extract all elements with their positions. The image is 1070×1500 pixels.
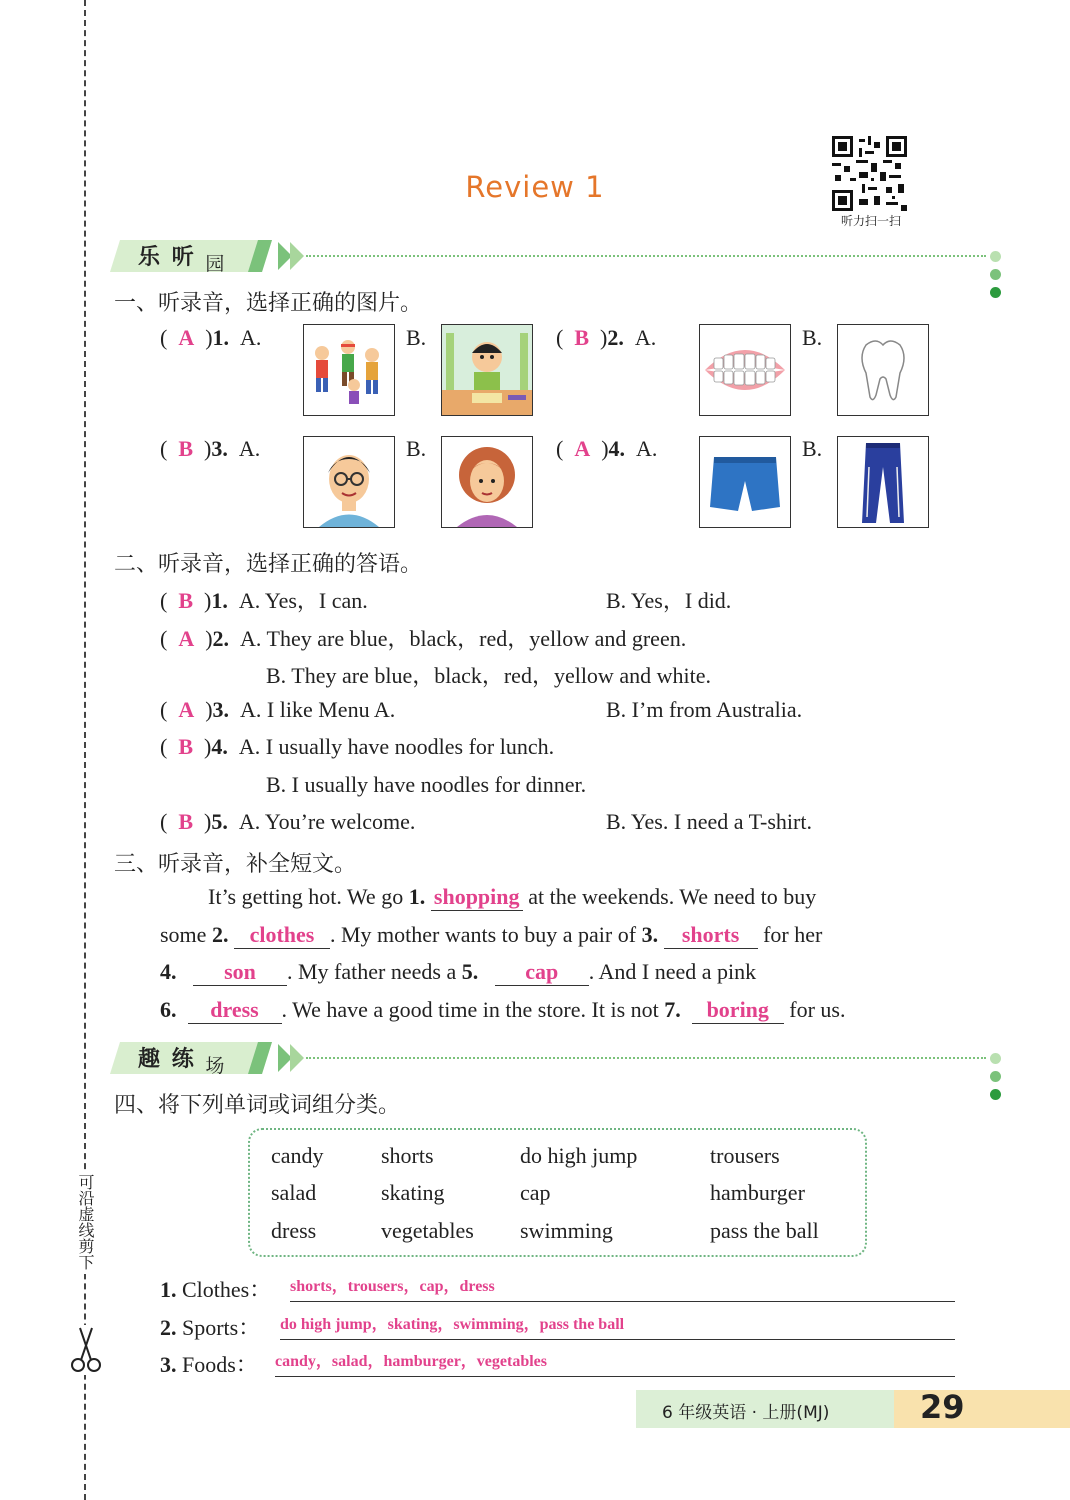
blank-number: 3. bbox=[641, 922, 659, 947]
word-item: do high jump bbox=[520, 1143, 638, 1168]
word-item: dress bbox=[271, 1218, 317, 1243]
question-number: 1. bbox=[212, 325, 230, 350]
passage-text: It’s getting hot. We go bbox=[208, 884, 409, 909]
section1-heading: 一、听录音，选择正确的图片。 bbox=[114, 291, 423, 316]
question-number: 3. bbox=[212, 697, 230, 722]
s2-q3: ( A )3. A. I like Menu A. bbox=[160, 697, 396, 722]
passage-text: . My mother wants to buy a pair of bbox=[329, 922, 642, 947]
question-number: 4. bbox=[211, 734, 228, 759]
question-number: 2. bbox=[212, 626, 230, 651]
sort-label: Sports： bbox=[182, 1315, 261, 1340]
s2-q1: ( B )1. A. Yes，I can. bbox=[160, 588, 368, 613]
option-a: A. Yes，I can. bbox=[238, 588, 368, 613]
word-item: hamburger bbox=[710, 1180, 805, 1205]
word-item: swimming bbox=[520, 1218, 613, 1243]
option-b: B. They are blue，black，red，yellow and white. bbox=[266, 663, 711, 688]
tooth-image[interactable] bbox=[837, 324, 929, 416]
blank-answer[interactable]: cap bbox=[495, 959, 589, 986]
option-a: A. You’re welcome. bbox=[238, 809, 416, 834]
sort-number: 2. bbox=[160, 1315, 177, 1340]
banner-char: 场 bbox=[205, 1055, 227, 1077]
footer-book-title: 6 年级英语 · 上册(MJ) bbox=[662, 1403, 830, 1423]
option-label: A. bbox=[238, 436, 261, 461]
sort-label: Clothes： bbox=[182, 1277, 272, 1302]
trousers-image[interactable] bbox=[837, 436, 929, 528]
banner-char: 趣 bbox=[138, 1047, 163, 1072]
passage-text: . My father needs a bbox=[287, 959, 462, 984]
passage-line-3 bbox=[160, 959, 756, 986]
banner-dots bbox=[990, 1051, 1004, 1105]
passage-line-2 bbox=[160, 922, 822, 949]
question-number: 2. bbox=[607, 325, 624, 350]
section-banner-practice bbox=[110, 1040, 950, 1080]
question-number: 5. bbox=[211, 809, 228, 834]
blank-number: 6. bbox=[160, 997, 177, 1022]
section-banner-listen bbox=[110, 238, 950, 278]
blank-answer[interactable]: shopping bbox=[431, 884, 523, 911]
word-item: trousers bbox=[710, 1143, 780, 1168]
passage-text: some bbox=[160, 922, 212, 947]
passage-text: for her bbox=[757, 922, 823, 947]
word-item: candy bbox=[271, 1143, 324, 1168]
blank-number: 4. bbox=[160, 959, 177, 984]
answer: B bbox=[178, 436, 194, 461]
sort-clothes-answer[interactable]: shorts，trousers，cap，dress bbox=[290, 1273, 955, 1302]
question-number: 1. bbox=[211, 588, 228, 613]
s1-q3: ( B )3. A. bbox=[160, 436, 261, 461]
sort-sports-label bbox=[160, 1311, 260, 1342]
answer: A bbox=[178, 626, 195, 651]
answer: A bbox=[574, 436, 591, 461]
banner-char: 园 bbox=[205, 253, 227, 275]
blank-answer[interactable]: boring bbox=[692, 997, 784, 1024]
option-a: A. I like Menu A. bbox=[240, 697, 396, 722]
s1-q4: ( A )4. A. bbox=[556, 436, 658, 461]
banner-dots bbox=[990, 249, 1004, 303]
cut-instruction: 可沿虚线剪下 bbox=[74, 1170, 96, 1274]
s2-q4: ( B )4. A. I usually have noodles for lunch. bbox=[160, 734, 555, 759]
section2-heading: 二、听录音，选择正确的答语。 bbox=[114, 552, 423, 577]
sort-sports-answer[interactable]: do high jump，skating，swimming，pass the ball bbox=[280, 1311, 955, 1340]
sort-foods-answer[interactable]: candy，salad，hamburger，vegetables bbox=[275, 1348, 955, 1377]
sort-clothes-label bbox=[160, 1273, 271, 1304]
option-label: B. bbox=[802, 325, 823, 350]
qr-label: 听力扫一扫 bbox=[840, 214, 901, 228]
blank-answer[interactable]: clothes bbox=[234, 922, 330, 949]
kids-playing-image[interactable] bbox=[303, 324, 395, 416]
banner-char: 乐 bbox=[138, 245, 163, 270]
scissors-icon bbox=[66, 1325, 106, 1375]
word-item: salad bbox=[271, 1180, 317, 1205]
answer: A bbox=[178, 325, 195, 350]
option-b: B. Yes. I need a T-shirt. bbox=[606, 809, 812, 834]
banner-title bbox=[138, 1042, 227, 1077]
s2-q5: ( B )5. A. You’re welcome. bbox=[160, 809, 416, 834]
option-label: A. bbox=[240, 325, 262, 350]
blank-number: 2. bbox=[211, 922, 229, 947]
answer: B bbox=[178, 588, 194, 613]
boy-reading-image[interactable] bbox=[441, 324, 533, 416]
sort-number: 1. bbox=[160, 1277, 177, 1302]
option-a: A. I usually have noodles for lunch. bbox=[238, 734, 555, 759]
word-item: shorts bbox=[381, 1143, 434, 1168]
passage-text: . We have a good time in the store. It is not bbox=[281, 997, 665, 1022]
option-label: B. bbox=[406, 436, 427, 461]
option-b: B. I’m from Australia. bbox=[606, 697, 803, 722]
word-item: vegetables bbox=[381, 1218, 474, 1243]
option-a: A. They are blue，black，red，yellow and green. bbox=[240, 626, 687, 651]
option-label: A. bbox=[636, 436, 658, 461]
teeth-image[interactable] bbox=[699, 324, 791, 416]
section3-heading: 三、听录音，补全短文。 bbox=[114, 852, 357, 877]
passage-text: . And I need a pink bbox=[588, 959, 757, 984]
woman-curly-hair-image[interactable] bbox=[441, 436, 533, 528]
sort-number: 3. bbox=[160, 1352, 177, 1377]
blank-number: 5. bbox=[461, 959, 479, 984]
sort-label: Foods： bbox=[182, 1352, 258, 1377]
passage-line-1 bbox=[208, 884, 816, 911]
page-number: 29 bbox=[920, 1388, 965, 1426]
banner-arrows-icon bbox=[278, 242, 308, 272]
cut-dashed-line bbox=[84, 0, 86, 1500]
option-label: A. bbox=[634, 325, 657, 350]
banner-arrows-icon bbox=[278, 1044, 308, 1074]
s1-q2: ( B )2. A. bbox=[556, 325, 657, 350]
option-b: B. Yes，I did. bbox=[606, 588, 732, 613]
answer: A bbox=[178, 697, 195, 722]
passage-line-4 bbox=[160, 997, 845, 1024]
word-item: cap bbox=[520, 1180, 551, 1205]
passage-text: at the weekends. We need to buy bbox=[522, 884, 817, 909]
blank-answer[interactable]: shorts bbox=[664, 922, 758, 949]
answer: B bbox=[178, 734, 194, 759]
page-title: Review 1 bbox=[465, 170, 605, 204]
word-item: pass the ball bbox=[710, 1218, 819, 1243]
section4-heading: 四、将下列单词或词组分类。 bbox=[114, 1093, 401, 1118]
blank-number: 1. bbox=[408, 884, 426, 909]
man-glasses-image[interactable] bbox=[303, 436, 395, 528]
option-label: B. bbox=[802, 436, 823, 461]
question-number: 4. bbox=[608, 436, 626, 461]
blank-answer[interactable]: son bbox=[193, 959, 287, 986]
word-item: skating bbox=[381, 1180, 445, 1205]
blank-answer[interactable]: dress bbox=[188, 997, 282, 1024]
passage-text: for us. bbox=[783, 997, 846, 1022]
banner-char: 练 bbox=[171, 1047, 196, 1072]
sort-foods-label bbox=[160, 1348, 258, 1379]
question-number: 3. bbox=[211, 436, 228, 461]
banner-title bbox=[138, 240, 227, 275]
qr-code-icon[interactable] bbox=[832, 136, 907, 211]
banner-char: 听 bbox=[171, 245, 196, 270]
banner-dotted-line bbox=[306, 255, 986, 257]
option-label: B. bbox=[406, 325, 427, 350]
shorts-image[interactable] bbox=[699, 436, 791, 528]
answer: B bbox=[178, 809, 194, 834]
banner-dotted-line bbox=[306, 1057, 986, 1059]
option-b: B. I usually have noodles for dinner. bbox=[266, 772, 587, 797]
s1-q1: ( A )1. A. bbox=[160, 325, 262, 350]
blank-number: 7. bbox=[664, 997, 681, 1022]
s2-q2: ( A )2. A. They are blue，black，red，yellow and green. bbox=[160, 626, 687, 651]
answer: B bbox=[574, 325, 590, 350]
